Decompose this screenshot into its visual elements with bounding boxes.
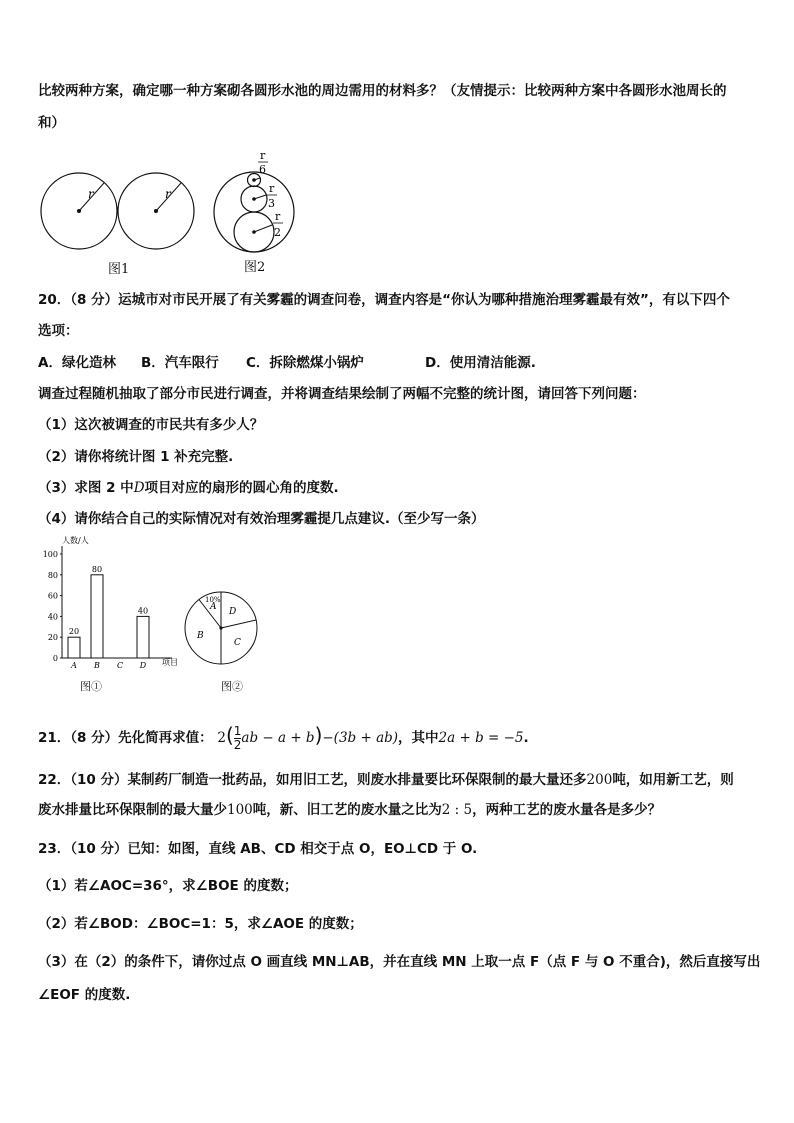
bar-chart-ytick-label: 60 [47,591,58,601]
pie-chart [181,590,261,670]
q21-expr-post: −(3b + ab) [322,730,399,746]
bar-chart [36,532,186,672]
q21-coefficient: 2 [217,730,226,746]
bar-chart-ytick-label: 80 [47,570,58,580]
q22-n2: 100 [227,802,253,818]
q22-line2-c: ，两种工艺的废水量各是多少？ [472,802,662,818]
pie-label-b: B [197,631,204,641]
label-r-2-den: 2 [274,226,281,239]
q19-text-line2: 和） [38,115,65,131]
label-r-3-num: r [269,182,275,195]
q20-text-line3: 调查过程随机抽取了部分市民进行调查，并将调查结果绘制了两幅不完整的统计图，请回答下列问题： [38,386,646,402]
pie-annotation-a: 10% [205,596,221,604]
q22-line2-a: 废水排量比环保限制的最大量少 [38,802,227,818]
center-right [154,209,158,213]
q20-sub1: （1）这次被调查的市民共有多少人？ [38,417,264,433]
bar-chart-bar [137,616,149,658]
q23-sub3-line2: ∠EOF 的度数. [38,987,131,1003]
q22-line1-b: 吨，如用新工艺，则 [612,772,734,788]
q22-n1: 200 [586,772,613,788]
figure-1-caption: 图1 [108,262,130,277]
bar-chart-category-label: A [71,661,77,670]
q20-sub3-pre: （3）求图 2 中 [38,480,134,496]
bar-chart-value-label: 20 [68,627,80,637]
q22-line1-a: 22．（10 分）某制药厂制造一批药品，如用旧工艺，则废水排量要比环保限制的最大量还多 [38,772,587,788]
q22-line1 [38,771,734,789]
q20-sub3 [38,479,339,497]
q21-condition: 2a + b = −5 [438,730,524,746]
figure-2-nested-circles [210,145,300,257]
bar-chart-bar [68,637,80,658]
q20-sub3-var: D [133,480,145,496]
q22-ratio: 2 : 5 [441,802,473,818]
pie-chart-caption: 图② [221,680,243,693]
q21-frac-num: 1 [233,723,242,738]
pie-label-a: A [210,602,217,612]
figure-1-two-circles [38,165,200,257]
q20-option-c: C．拆除燃煤小锅炉 [246,355,364,371]
bar-chart-value-label: 80 [91,564,103,574]
q19-text-line1: 比较两种方案，确定哪一种方案砌各圆形水池的周边需用的材料多？（友情提示：比较两种方案中各圆形水池周长的 [38,83,727,99]
q21-prefix: 21．（8 分）先化简再求值： [38,730,213,746]
bar-chart-ytick-label: 100 [42,550,58,559]
bar-chart-category-label: C [116,661,124,670]
q21-end: . [523,730,529,746]
q21-cond-pre: ，其中 [398,730,439,746]
q23-sub1: （1）若∠AOC=36°，求∠BOE 的度数； [38,878,298,894]
q20-sub3-post: 项目对应的扇形的圆心角的度数. [144,480,339,496]
q20-option-b: B．汽车限行 [141,355,219,371]
q21-frac-den: 2 [233,737,242,752]
q20-sub4: （4）请你结合自己的实际情况对有效治理雾霾提几点建议.（至少写一条） [38,511,485,527]
q22-line2-b: 吨，新、旧工艺的废水量之比为 [252,802,442,818]
q23-line1: 23．（10 分）已知：如图，直线 AB、CD 相交于点 O，EO⊥CD 于 O. [38,841,478,857]
bar-chart-category-label: D [139,661,147,670]
radius-label-left: r [88,187,94,201]
bar-chart-xlabel: 项目 [162,658,178,667]
q20-option-d: D．使用清洁能源. [425,355,536,371]
q21-expr-mid: ab − a + b [241,730,315,746]
radius-label-right: r [165,187,171,201]
q20-text-line2: 选项： [38,323,79,339]
q23-sub3-line1: （3）在（2）的条件下，请你过点 O 画直线 MN⊥AB，并在直线 MN 上取一点 F（点 F 与 O 不重合)，然后直接写出 [38,954,761,970]
bar-chart-caption: 图① [80,680,102,693]
label-r-3-den: 3 [268,197,275,210]
bar-chart-value-label: 40 [137,606,149,616]
pie-label-d: D [229,607,237,617]
bar-chart-ytick-label: 20 [47,633,58,643]
bar-chart-ytick-label: 0 [52,654,58,663]
q20-option-a: A．绿化造林 [38,355,116,371]
center-left [77,209,81,213]
bar-chart-bar [91,575,103,658]
bar-chart-ytick-label: 40 [47,612,58,622]
label-r-6-num: r [260,149,266,162]
q23-sub2: （2）若∠BOD：∠BOC=1：5，求∠AOE 的度数； [38,916,363,932]
bar-chart-ylabel: 人数/人 [62,536,89,545]
pie-label-c: C [234,638,241,648]
bar-chart-category-label: B [94,661,100,670]
label-r-6-den: 6 [259,163,266,176]
figure-2-caption: 图2 [244,260,266,275]
q20-text-line1: 20．（8 分）运城市对市民开展了有关雾霾的调查问卷，调查内容是“你认为哪种措施治理雾霾最有效”，有以下四个 [38,292,730,308]
q20-sub2: （2）请你将统计图 1 补充完整. [38,449,234,465]
q22-line2 [38,801,661,819]
q21-text: 21．（8 分）先化简再求值： 2( $\frac{1}{2}$ ab − a + b)−(3b + ab)，其中2a + b = −5. [38,723,529,752]
label-r-2-num: r [275,210,281,223]
